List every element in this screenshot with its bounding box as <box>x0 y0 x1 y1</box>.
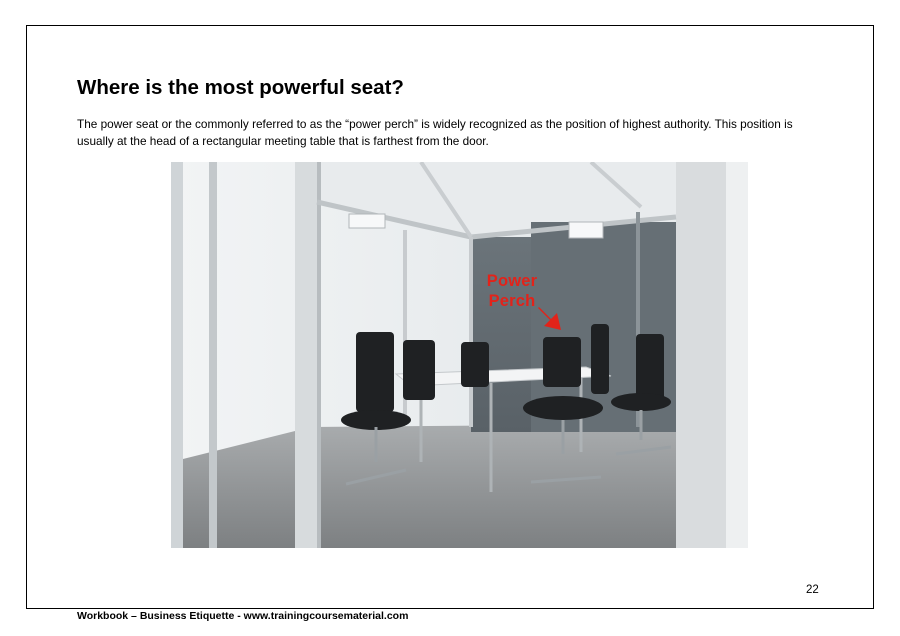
page-number: 22 <box>806 584 819 596</box>
power-perch-label-line2: Perch <box>488 292 536 310</box>
footer: Workbook – Business Etiquette - www.trainingcoursematerial.com <box>77 610 409 622</box>
power-perch-label-line1: Power <box>486 272 538 290</box>
meeting-room-photo <box>171 162 748 548</box>
page-title: Where is the most powerful seat? <box>77 76 404 99</box>
power-perch-label <box>467 271 557 311</box>
body-paragraph: The power seat or the commonly referred to as the “power perch” is widely recognized as the position of highest authority. This position is usually at the head of a rectangular meeting table that is farthest from the door. <box>77 117 793 148</box>
